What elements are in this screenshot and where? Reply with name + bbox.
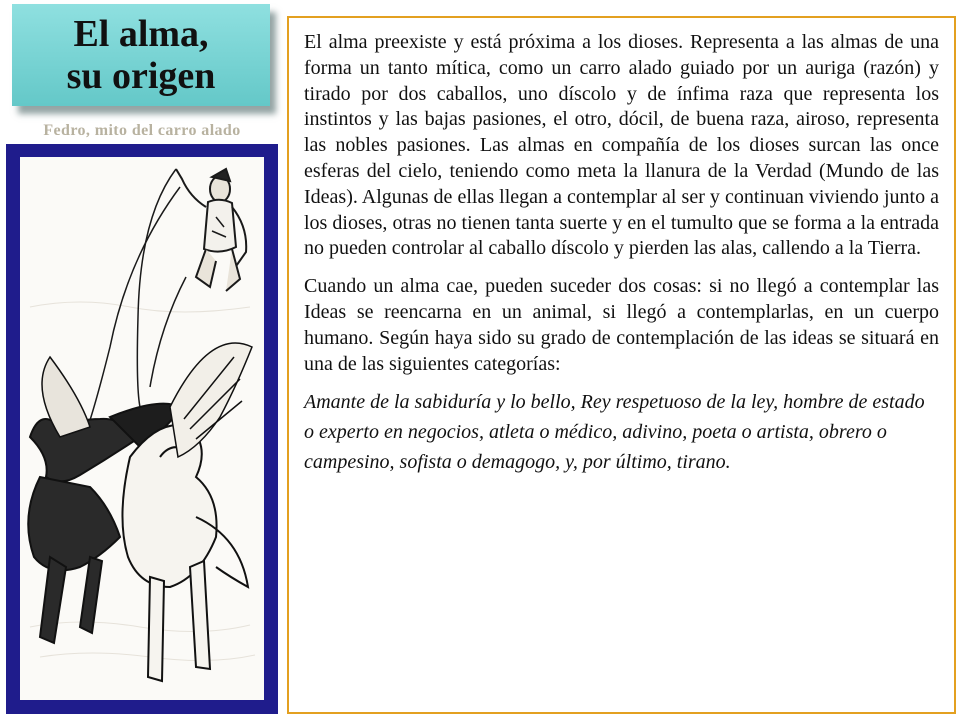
title-block [12, 4, 272, 114]
winged-chariot-illustration-icon [20, 157, 264, 700]
paragraph-fall: Cuando un alma cae, pueden suceder dos cosas: si no llegó a contemplar las Ideas se reencarna en un animal, si llegó a contemplarlas, en un cuerpo humano. Según haya sido su grado de contemplación de las ideas se situará en una de las siguientes categorías: [304, 275, 939, 375]
image-caption: Fedro, mito del carro alado [43, 122, 241, 139]
paragraph-categories: Amante de la sabiduría y lo bello, Rey respetuoso de la ley, hombre de estado o experto en negocios, atleta o médico, adivino, poeta o artista, obrero o campesino, sofista o demagogo, y, por último, tirano. [304, 391, 925, 474]
text-panel [287, 16, 956, 714]
title-line-2: su origen [66, 55, 216, 97]
title-box [12, 4, 270, 106]
title-line-1: El alma, [73, 13, 209, 55]
illustration-frame [6, 144, 278, 714]
paragraph-origin: El alma preexiste y está próxima a los dioses. Representa a las almas de una forma un tanto mítica, como un carro alado guiado por un auriga (razón) y tirado por dos caballos, uno díscolo y de ínfima raza que representa los instintos y las bajas pasiones, el otro, dócil, de buena raza, airoso, representa las nobles pasiones. Las almas en compañía de los dioses surcan las once esferas del cielo, teniendo como meta la llanura de la Verdad (Mundo de las Ideas). Algunas de ellas llegan a contemplar al ser y continuan viviendo junto a los dioses, otras no tienen tanta suerte y en el tumulto que se forma a la entrada no pueden controlar al caballo díscolo y pierden las alas, callendo a la Tierra. [304, 31, 939, 260]
illustration [20, 157, 264, 700]
